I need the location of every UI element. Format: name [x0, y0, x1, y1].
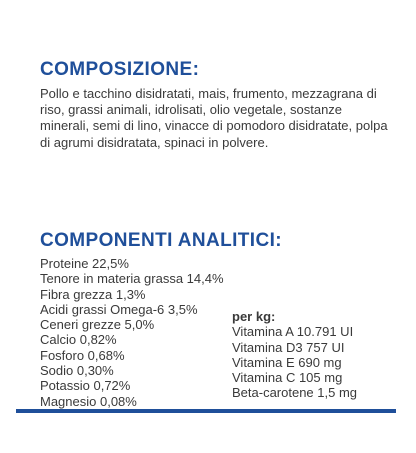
- analytic-components-list: [40, 256, 224, 409]
- vitamin-list: [232, 324, 357, 400]
- analytic-item-sodio: Sodio 0,30%: [40, 363, 114, 379]
- vitamin-item-a: Vitamina A 10.791 UI: [232, 324, 354, 340]
- per-kg-label: per kg:: [232, 309, 276, 324]
- analytic-item-omega6: Acidi grassi Omega-6 3,5%: [40, 301, 198, 317]
- analytic-item-magnesio: Magnesio 0,08%: [40, 393, 137, 409]
- analytic-item-materia-grassa: Tenore in materia grassa 14,4%: [40, 271, 224, 287]
- analytic-item-calcio: Calcio 0,82%: [40, 332, 117, 348]
- vitamin-item-d3: Vitamina D3 757 UI: [232, 339, 345, 355]
- analytic-item-proteine: Proteine 22,5%: [40, 256, 129, 271]
- analytic-item-ceneri: Ceneri grezze 5,0%: [40, 317, 155, 333]
- vitamin-item-c: Vitamina C 105 mg: [232, 370, 343, 386]
- vitamin-item-e: Vitamina E 690 mg: [232, 354, 342, 370]
- composizione-heading: COMPOSIZIONE:: [40, 59, 200, 80]
- vitamin-item-beta-carotene: Beta-carotene 1,5 mg: [232, 385, 358, 401]
- composizione-text: Pollo e tacchino disidratati, mais, frumento, mezzagrana di riso, grassi animali, idrolisati, olio vegetale, sostanze minerali, semi di lino, vinacce di pomodoro disidratate, polpa di agrumi disidratata, spinaci in polvere.: [40, 86, 388, 150]
- analytic-item-fosforo: Fosforo 0,68%: [40, 347, 125, 363]
- componenti-analitici-heading: COMPONENTI ANALITICI:: [40, 230, 283, 251]
- analytic-item-fibra: Fibra grezza 1,3%: [40, 286, 146, 302]
- per-kg-block: [232, 309, 357, 401]
- bottom-divider: [16, 409, 396, 413]
- analytic-item-potassio: Potassio 0,72%: [40, 378, 131, 394]
